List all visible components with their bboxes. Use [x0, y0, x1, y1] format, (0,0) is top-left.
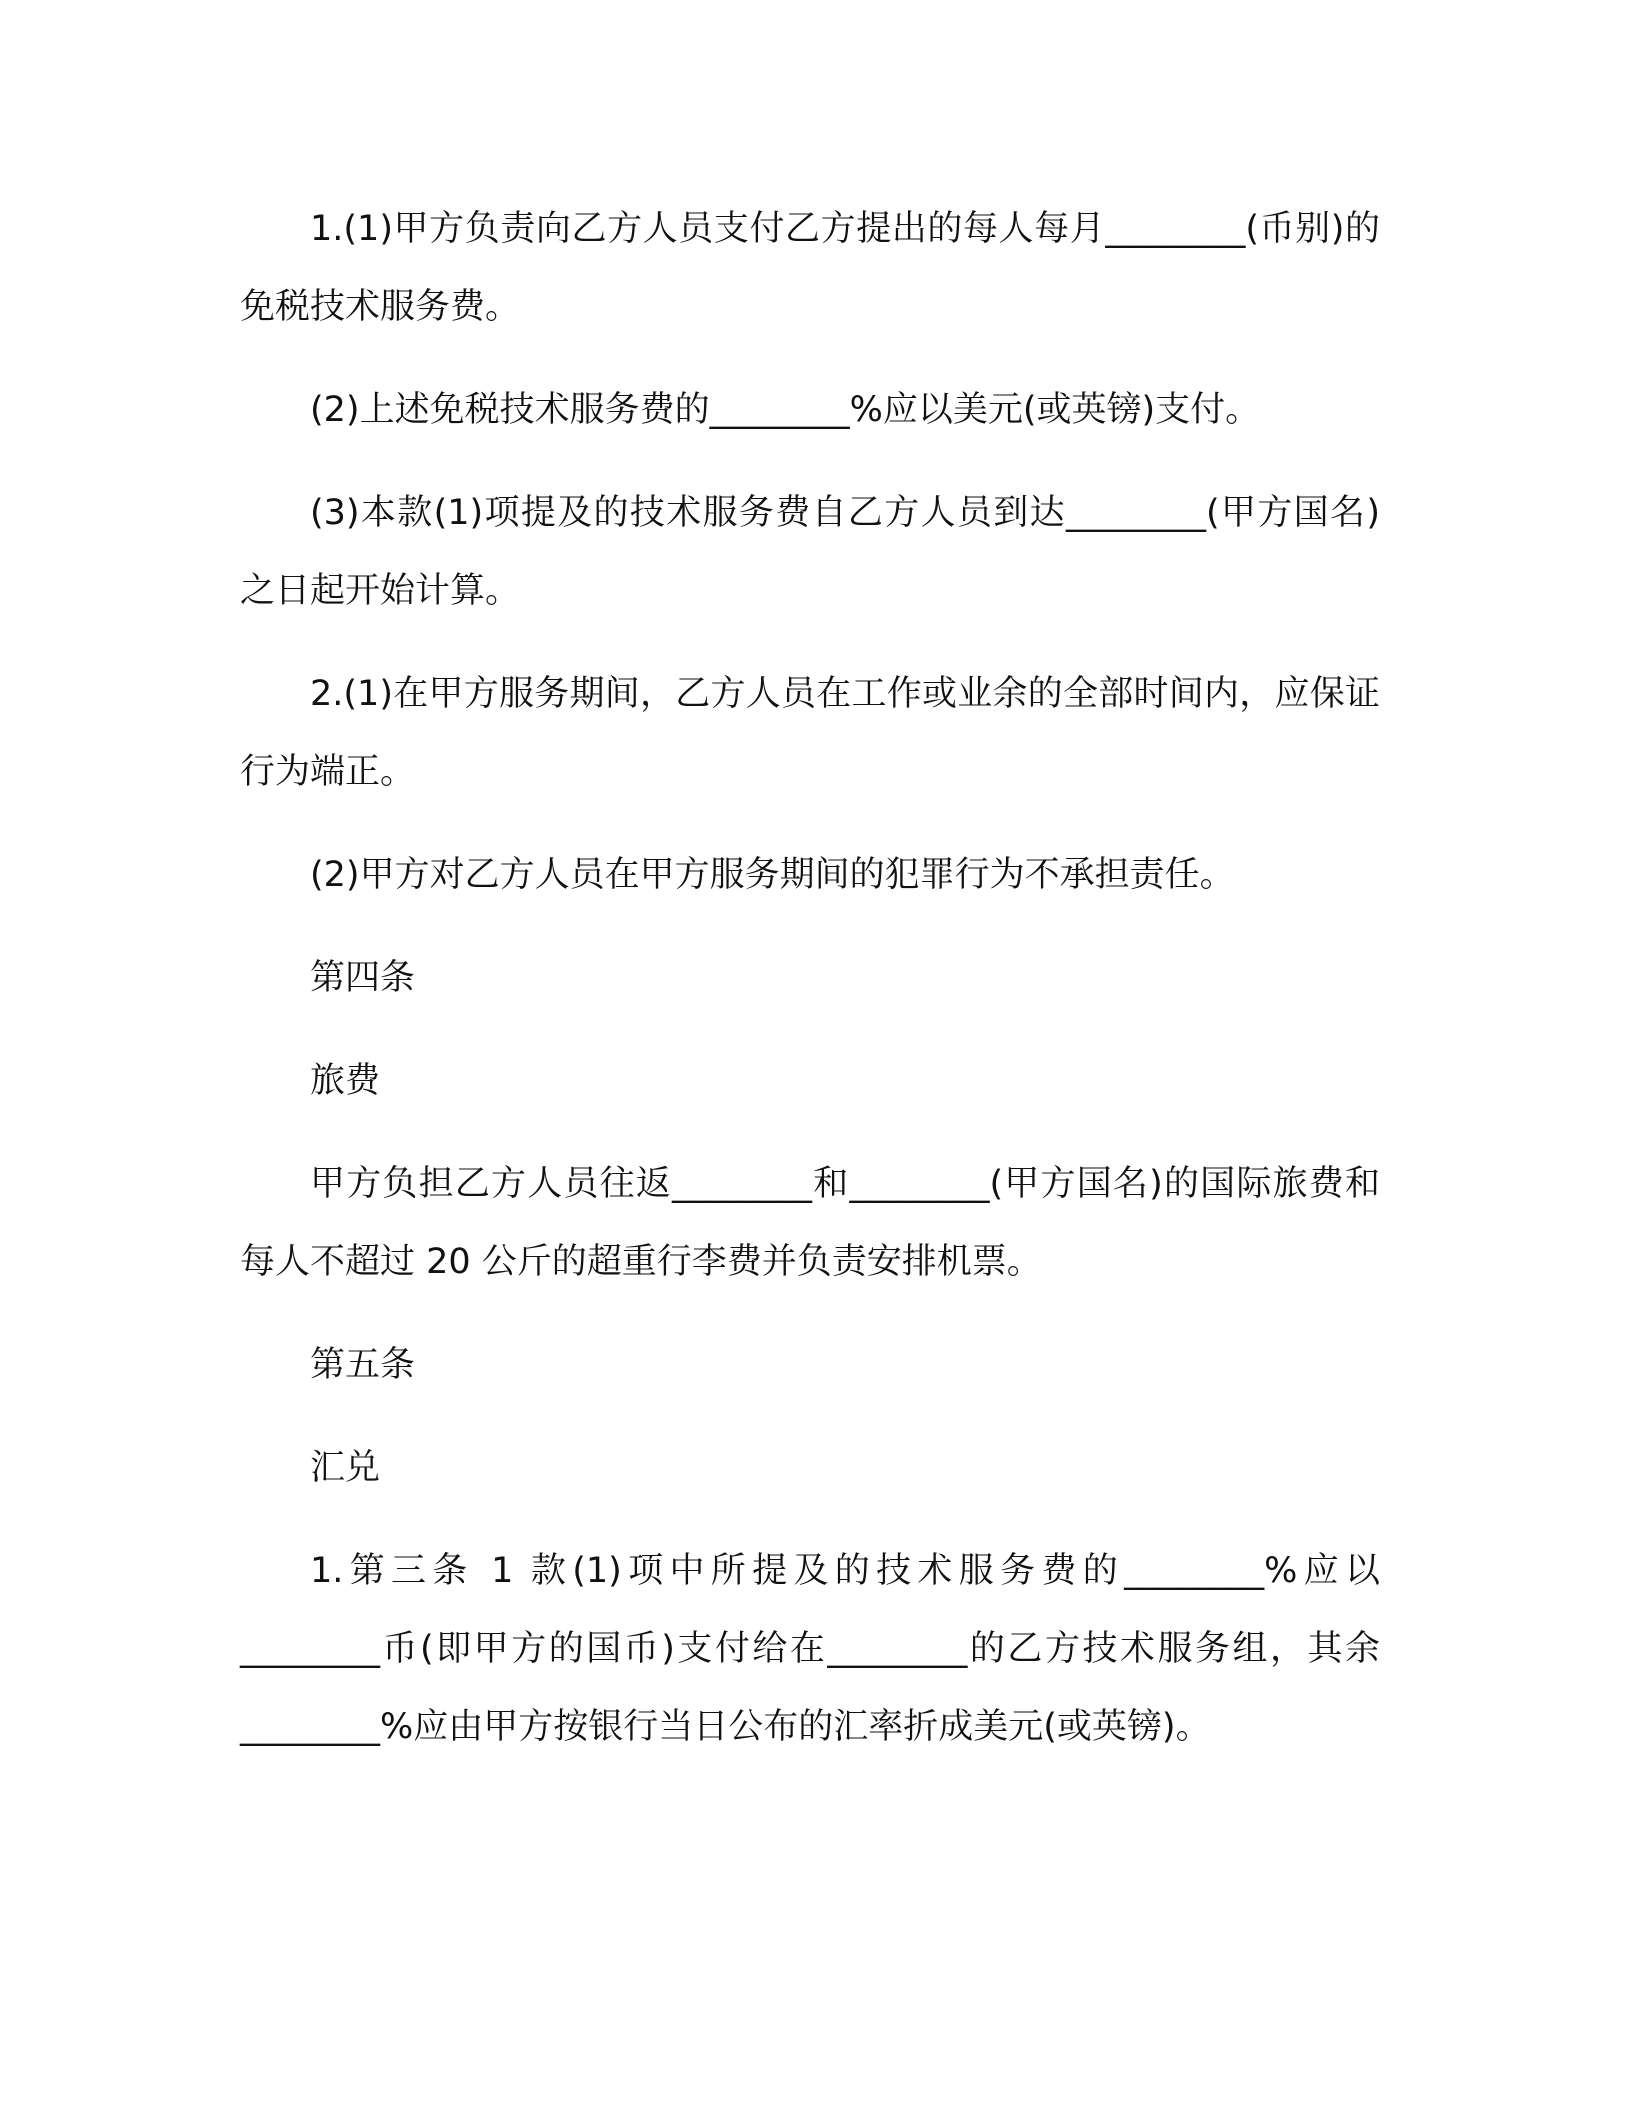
article-4-title: 旅费 [310, 1061, 381, 1101]
clause-3-2-1-conduct: 2.(1)在甲方服务期间，乙方人员在工作或业余的全部时间内，应保证行为端正。 [240, 674, 1380, 792]
clause-3-2-2-liability: (2)甲方对乙方人员在甲方服务期间的犯罪行为不承担责任。 [310, 855, 1235, 895]
clause-3-1-1-fee: 1.(1)甲方负责向乙方人员支付乙方提出的每人每月________(币别)的免税技术服务费。 [240, 209, 1380, 327]
article-4-travel-expenses: 甲方负担乙方人员往返________和________(甲方国名)的国际旅费和每人不超过 20 公斤的超重行李费并负责安排机票。 [240, 1164, 1380, 1282]
clause-3-1-3-start-date: (3)本款(1)项提及的技术服务费自乙方人员到达________(甲方国名)之日起开始计算。 [240, 493, 1380, 611]
article-5-heading: 第五条 [310, 1345, 416, 1385]
article-5-title: 汇兑 [310, 1448, 381, 1488]
clause-3-1-2-currency: (2)上述免税技术服务费的________%应以美元(或英镑)支付。 [310, 390, 1261, 430]
article-5-exchange: 1.第三条 1 款(1)项中所提及的技术服务费的________%应以________币(即甲方的国币)支付给在________的乙方技术服务组，其余________%应由甲方按银行当日公布的汇率折成美元(或英镑)。 [240, 1551, 1380, 1747]
document-body [240, 190, 1380, 1791]
article-4-heading: 第四条 [310, 958, 416, 998]
